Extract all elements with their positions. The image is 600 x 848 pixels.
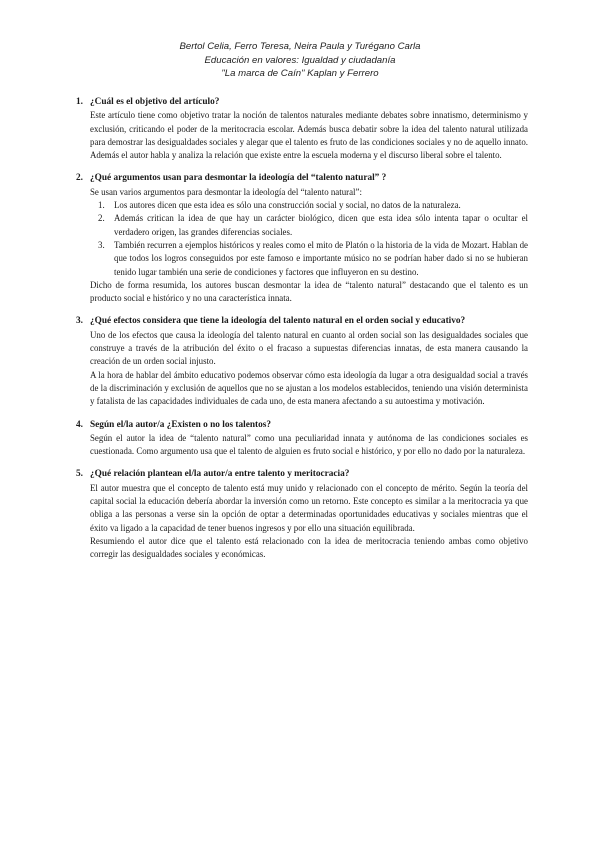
list-item xyxy=(98,239,528,279)
section-paragraph: Este artículo tiene como objetivo tratar la noción de talentos naturales mediante debates sobre innatismo, determinismo y exclusión, criticando el poder de la meritocracia escolar. Además busca debatir sobre la idea del talento natural utilizada para demostrar las desigualdades sociales y alegar que el talento es fruto de las condiciones sociales y no de aquello innato. Además el autor habla y analiza la relación que existe entre la escuela moderna y el discurso liberal sobre el talento. xyxy=(90,110,528,161)
section-closing: Dicho de forma resumida, los autores buscan desmontar la idea de “talento natural” destacando que el talento es un producto social e histórico y no una característica innata. xyxy=(90,279,528,304)
list-item-number: 1. xyxy=(98,200,105,211)
list-item-number: 3. xyxy=(98,239,105,250)
section-question: ¿Cuál es el objetivo del artículo? xyxy=(90,97,220,107)
list-item-text: Los autores dicen que esta idea es sólo una construcción social y social, no datos de la naturaleza. xyxy=(114,200,461,211)
list-item-text: Además critican la idea de que hay un carácter biológico, dicen que esta idea sólo intenta tapar o ocultar el verdadero origen, las grandes diferencias sociales. xyxy=(114,213,528,237)
section-paragraph: Resumiendo el autor dice que el talento está relacionado con la idea de meritocracia teniendo ambas como objetivo corregir las desigualdades sociales y económicas. xyxy=(90,535,528,560)
document-header xyxy=(0,40,600,81)
section-1 xyxy=(76,96,528,162)
section-intro: Se usan varios argumentos para desmontar la ideología del “talento natural”: xyxy=(90,186,362,197)
header-source: "La marca de Caín" Kaplan y Ferrero xyxy=(221,68,379,79)
document-body xyxy=(76,96,528,572)
section-paragraph: Uno de los efectos que causa la ideología del talento natural en cuanto al orden social son las desigualdades sociales que construye a través de la atribución del éxito o el fracaso a supuestas diferencias innatas, de esta manera causando la creación de un orden social injusto. xyxy=(90,329,528,367)
header-authors: Bertol Celia, Ferro Teresa, Neira Paula y Turégano Carla xyxy=(179,41,421,52)
section-number: 4. xyxy=(76,419,83,430)
header-course: Educación en valores: Igualdad y ciudadanía xyxy=(204,54,396,66)
section-5 xyxy=(76,468,528,561)
section-question: Según el/la autor/a ¿Existen o no los talentos? xyxy=(90,419,272,430)
section-question: ¿Qué argumentos usan para desmontar la ideología del “talento natural” ? xyxy=(90,173,387,184)
list-item-text: También recurren a ejemplos históricos y reales como el mito de Platón o la historia de la vida de Mozart. Hablan de que todos los logros conseguidos por este famoso e importante músico no se podrían haber dado si no se hubieran tenido lugar también una serie de condiciones y factores que influyeron en su destino. xyxy=(114,239,528,277)
list-item xyxy=(98,199,528,212)
section-number: 1. xyxy=(76,97,83,107)
section-paragraph: El autor muestra que el concepto de talento está muy unido y relacionado con el concepto de mérito. Según la teoría del capital social la educación debería abordar la inversión como un retorno. Este concepto es similar a la meritocracia ya que obliga a las personas a verse sin la opción de optar a determinadas oportunidades educativas y sociales mientras que el éxito va ligado a la capacidad de tener buenos ingresos y por ello una situación equilibrada. xyxy=(90,482,528,533)
section-number: 2. xyxy=(76,173,83,184)
argument-list xyxy=(98,199,528,279)
list-item-number: 2. xyxy=(98,213,105,224)
section-question: ¿Qué efectos considera que tiene la ideología del talento natural en el orden social y educativo? xyxy=(90,316,466,327)
section-question: ¿Qué relación plantean el/la autor/a entre talento y meritocracia? xyxy=(90,469,350,480)
list-item xyxy=(98,212,528,239)
section-number: 3. xyxy=(76,316,83,327)
section-paragraph: A la hora de hablar del ámbito educativo podemos observar cómo esta ideología da lugar a otra desigualdad social a través de la discriminación y exclusión de aquellos que no se ajustan a los modelos establecidos, teniendo una visión determinista y fatalista de las capacidades individuales de cada uno, de esta manera afectando a su autoestima y motivación. xyxy=(90,369,528,407)
section-2 xyxy=(76,172,528,305)
section-number: 5. xyxy=(76,469,83,480)
section-paragraph: Según el autor la idea de “talento natural” como una peculiaridad innata y autónoma de las condiciones sociales es cuestionada. Como argumento usa que el talento de alguien es fruto social e histórico, y por ello no dado por la naturaleza. xyxy=(90,432,528,457)
section-3 xyxy=(76,315,528,408)
section-4 xyxy=(76,419,528,459)
